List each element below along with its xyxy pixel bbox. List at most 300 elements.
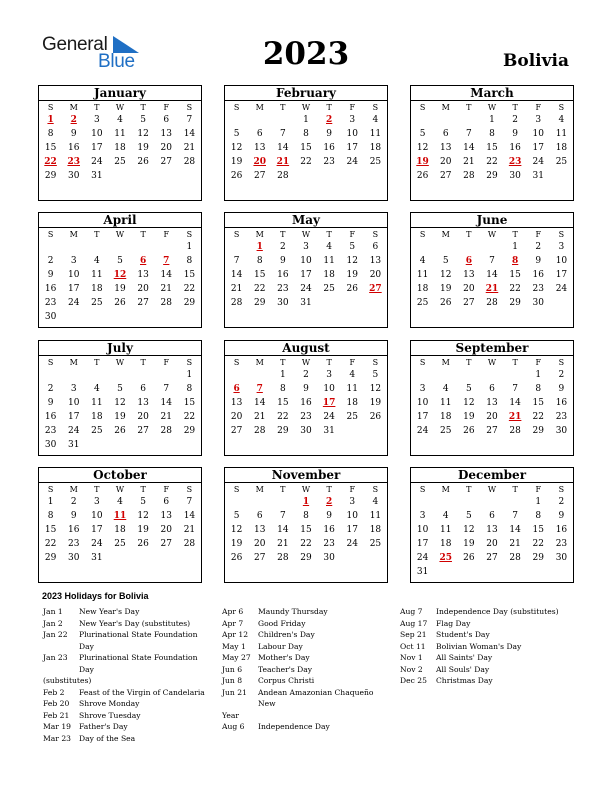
holiday-day-cell: 17 [322, 398, 336, 408]
month-name: July [39, 341, 201, 356]
day-cell: 19 [369, 398, 382, 408]
day-cell: 25 [439, 426, 452, 436]
day-cell: 23 [44, 426, 57, 436]
holiday-name: Teacher's Day [258, 664, 313, 674]
month-table [411, 102, 573, 183]
day-cell: 13 [369, 256, 382, 266]
holiday-date: Nov 2 [400, 664, 423, 674]
holiday-row [43, 698, 213, 710]
week-row [39, 537, 201, 551]
day-cell: 22 [183, 284, 196, 294]
day-cell: 27 [486, 553, 498, 563]
day-cell: 10 [555, 256, 568, 266]
holiday-date: Mar 19 [43, 722, 72, 731]
month-table [225, 229, 387, 310]
holiday-day-cell: 7 [163, 256, 170, 266]
day-cell: 26 [114, 426, 126, 436]
empty-cell [39, 368, 62, 382]
holiday-name: Shrove Tuesday [79, 710, 141, 720]
day-cell: 27 [160, 157, 172, 167]
day-cell: 1 [303, 115, 309, 125]
day-cell: 21 [253, 412, 266, 422]
day-cell: 5 [372, 370, 379, 380]
day-cell: 8 [47, 511, 54, 521]
day-cell: 1 [47, 497, 54, 507]
day-cell: 31 [91, 171, 103, 181]
week-row [411, 551, 573, 565]
day-cell: 9 [326, 511, 332, 521]
week-row [39, 424, 201, 438]
day-cell: 29 [183, 426, 196, 436]
holiday-day-cell: 11 [113, 511, 127, 521]
weekday-header: M [255, 358, 264, 367]
month-september [410, 340, 574, 456]
day-cell: 12 [137, 511, 149, 521]
holiday-day-cell: 7 [256, 384, 263, 394]
day-cell: 20 [486, 412, 498, 422]
month-december [410, 467, 574, 583]
empty-cell [504, 495, 527, 509]
month-name: October [39, 468, 201, 483]
day-cell: 20 [137, 412, 149, 422]
holiday-day-cell: 20 [253, 157, 266, 167]
day-cell: 26 [346, 284, 358, 294]
holiday-name: Good Friday [258, 618, 306, 628]
day-cell: 26 [230, 171, 243, 181]
day-cell: 22 [509, 284, 521, 294]
day-cell: 10 [346, 129, 358, 139]
week-row [39, 382, 201, 396]
day-cell: 4 [93, 384, 100, 394]
day-cell: 29 [183, 298, 196, 308]
day-cell: 30 [323, 553, 335, 563]
holiday-name: Year [222, 710, 240, 720]
empty-cell [480, 240, 503, 254]
day-cell: 30 [44, 440, 57, 450]
month-table [225, 357, 387, 438]
empty-cell [225, 113, 248, 127]
month-table [39, 357, 201, 452]
holiday-row [43, 606, 213, 618]
day-cell: 6 [489, 384, 495, 394]
holiday-day-cell: 22 [44, 157, 57, 167]
holiday-name: Maundy Thursday [258, 607, 328, 616]
day-cell: 1 [186, 242, 193, 252]
week-row [225, 523, 387, 537]
weekday-header: S [186, 485, 193, 494]
holiday-name: Plurinational State Foundation Day [79, 653, 198, 674]
week-row [411, 396, 573, 410]
day-cell: 16 [67, 525, 80, 535]
holiday-row [43, 675, 213, 687]
day-cell: 19 [137, 525, 149, 535]
holiday-row [222, 675, 392, 687]
holiday-row [222, 629, 392, 641]
weekday-header: W [487, 230, 497, 239]
day-cell: 24 [555, 284, 568, 294]
day-cell: 3 [70, 384, 77, 394]
day-cell: 4 [442, 511, 449, 521]
weekday-header: W [487, 358, 497, 367]
week-row [225, 382, 387, 396]
month-july [38, 340, 202, 456]
day-cell: 10 [346, 511, 358, 521]
empty-cell [411, 495, 434, 509]
day-cell: 14 [509, 525, 521, 535]
weekday-header: T [466, 230, 472, 239]
holiday-date: Apr 12 [222, 630, 249, 639]
holiday-date: Sep 21 [400, 630, 427, 639]
empty-cell [457, 368, 480, 382]
holiday-date: Feb 20 [43, 699, 70, 708]
day-cell: 17 [555, 270, 568, 280]
day-cell: 17 [532, 143, 544, 153]
day-cell: 10 [91, 511, 103, 521]
day-cell: 4 [442, 384, 449, 394]
empty-cell [504, 368, 527, 382]
day-cell: 13 [253, 143, 266, 153]
day-cell: 30 [509, 171, 521, 181]
day-cell: 13 [439, 143, 452, 153]
weekday-header: F [163, 485, 170, 494]
day-cell: 15 [44, 143, 57, 153]
day-cell: 9 [47, 270, 54, 280]
day-cell: 31 [67, 440, 80, 450]
day-cell: 10 [532, 129, 544, 139]
weekday-header-row [225, 357, 387, 368]
holiday-row [222, 641, 392, 653]
week-row [411, 141, 573, 155]
day-cell: 6 [489, 511, 495, 521]
weekday-header: M [441, 485, 450, 494]
day-cell: 24 [532, 157, 544, 167]
holiday-date: Feb 2 [43, 687, 65, 697]
weekday-header: S [47, 230, 54, 239]
day-cell: 25 [91, 298, 103, 308]
day-cell: 30 [67, 553, 80, 563]
holiday-row [400, 641, 572, 653]
week-row [411, 127, 573, 141]
day-cell: 4 [419, 256, 426, 266]
holidays-title: 2023 Holidays for Bolivia [42, 591, 149, 601]
day-cell: 11 [323, 256, 335, 266]
day-cell: 31 [416, 567, 429, 577]
day-cell: 5 [117, 384, 123, 394]
day-cell: 24 [67, 298, 80, 308]
day-cell: 24 [346, 157, 358, 167]
week-row [225, 254, 387, 268]
day-cell: 23 [555, 539, 568, 549]
month-table [411, 229, 573, 310]
day-cell: 12 [463, 398, 475, 408]
day-cell: 22 [300, 157, 312, 167]
day-cell: 27 [463, 298, 475, 308]
day-cell: 14 [230, 270, 243, 280]
day-cell: 4 [93, 256, 100, 266]
day-cell: 7 [279, 511, 286, 521]
holiday-name: All Saints' Day [436, 653, 493, 662]
day-cell: 15 [532, 398, 544, 408]
day-cell: 19 [230, 157, 243, 167]
day-cell: 29 [44, 553, 57, 563]
month-table [225, 484, 387, 565]
day-cell: 13 [230, 398, 243, 408]
month-february [224, 85, 388, 201]
empty-cell [108, 240, 131, 254]
day-cell: 9 [512, 129, 518, 139]
month-table [39, 102, 201, 183]
empty-cell [434, 113, 457, 127]
day-cell: 9 [70, 511, 77, 521]
day-cell: 6 [256, 511, 263, 521]
holiday-date: May 1 [222, 641, 246, 651]
day-cell: 30 [555, 426, 568, 436]
weekday-header-row [39, 357, 201, 368]
holiday-date: Jun 6 [222, 664, 243, 674]
day-cell: 11 [439, 398, 452, 408]
empty-cell [411, 113, 434, 127]
day-cell: 7 [465, 129, 472, 139]
day-cell: 9 [47, 398, 54, 408]
day-cell: 16 [323, 143, 335, 153]
day-cell: 20 [369, 270, 382, 280]
day-cell: 23 [44, 298, 57, 308]
weekday-header: M [255, 103, 264, 112]
day-cell: 21 [509, 539, 521, 549]
day-cell: 13 [160, 129, 172, 139]
day-cell: 31 [300, 298, 312, 308]
week-row [225, 396, 387, 410]
holiday-date: Aug 6 [222, 722, 245, 731]
day-cell: 26 [416, 171, 429, 181]
day-cell: 8 [303, 511, 309, 521]
day-cell: 11 [91, 270, 103, 280]
holiday-date: Apr 7 [222, 618, 244, 628]
week-row [225, 495, 387, 509]
day-cell: 6 [442, 129, 449, 139]
day-cell: 26 [137, 539, 149, 549]
day-cell: 19 [463, 412, 475, 422]
day-cell: 15 [277, 398, 289, 408]
week-row [411, 268, 573, 282]
day-cell: 25 [555, 157, 568, 167]
week-row [225, 127, 387, 141]
day-cell: 10 [67, 270, 80, 280]
day-cell: 14 [160, 398, 172, 408]
day-cell: 15 [532, 525, 544, 535]
day-cell: 1 [535, 497, 542, 507]
holiday-row [43, 721, 213, 733]
week-row [411, 495, 573, 509]
day-cell: 12 [230, 525, 243, 535]
day-cell: 6 [372, 242, 379, 252]
day-cell: 18 [369, 525, 382, 535]
day-cell: 2 [47, 256, 54, 266]
day-cell: 26 [114, 298, 126, 308]
day-cell: 18 [439, 539, 452, 549]
day-cell: 1 [279, 370, 286, 380]
week-row [39, 310, 201, 324]
day-cell: 11 [114, 129, 126, 139]
weekday-header: T [94, 103, 100, 112]
day-cell: 20 [160, 525, 172, 535]
day-cell: 15 [44, 525, 57, 535]
holiday-name: Independence Day (substitutes) [436, 607, 559, 616]
day-cell: 9 [279, 256, 286, 266]
day-cell: 29 [300, 553, 312, 563]
day-cell: 22 [300, 539, 312, 549]
day-cell: 3 [419, 384, 426, 394]
day-cell: 28 [183, 157, 196, 167]
day-cell: 4 [372, 115, 379, 125]
weekday-header: W [301, 230, 311, 239]
week-row [39, 410, 201, 424]
holiday-row [222, 652, 392, 664]
day-cell: 28 [277, 171, 289, 181]
day-cell: 22 [253, 284, 266, 294]
holiday-day-cell: 1 [302, 497, 310, 507]
month-october [38, 467, 202, 583]
day-cell: 9 [558, 384, 565, 394]
day-cell: 12 [114, 398, 126, 408]
weekday-header: T [326, 485, 332, 494]
weekday-header: S [47, 103, 54, 112]
month-may [224, 212, 388, 328]
weekday-header-row [39, 229, 201, 240]
holiday-day-cell: 21 [276, 157, 290, 167]
week-row [225, 141, 387, 155]
weekday-header: F [163, 230, 170, 239]
day-cell: 27 [137, 298, 149, 308]
day-cell: 27 [253, 171, 266, 181]
day-cell: 13 [463, 270, 475, 280]
weekday-header: T [512, 358, 518, 367]
weekday-header: T [280, 230, 286, 239]
week-row [39, 127, 201, 141]
empty-cell [457, 495, 480, 509]
day-cell: 20 [160, 143, 172, 153]
day-cell: 5 [419, 129, 426, 139]
month-name: February [225, 86, 387, 101]
day-cell: 9 [535, 256, 542, 266]
day-cell: 10 [416, 398, 429, 408]
day-cell: 3 [93, 115, 100, 125]
day-cell: 8 [186, 384, 193, 394]
week-row [225, 113, 387, 127]
day-cell: 10 [416, 525, 429, 535]
day-cell: 3 [419, 511, 426, 521]
holiday-name: Corpus Christi [258, 676, 315, 685]
day-cell: 20 [230, 412, 243, 422]
day-cell: 14 [160, 270, 172, 280]
day-cell: 4 [558, 115, 565, 125]
weekday-header: M [69, 103, 78, 112]
weekday-header: S [558, 230, 565, 239]
holiday-name: Mother's Day [258, 653, 310, 662]
holiday-name: (substitutes) [43, 676, 92, 685]
day-cell: 11 [346, 384, 358, 394]
day-cell: 21 [183, 143, 196, 153]
holiday-date: Feb 21 [43, 710, 70, 720]
day-cell: 24 [67, 426, 80, 436]
week-row [225, 537, 387, 551]
empty-cell [85, 368, 108, 382]
holiday-name: Labour Day [258, 641, 303, 651]
week-row [39, 296, 201, 310]
holiday-row [222, 606, 392, 618]
month-name: May [225, 213, 387, 228]
week-row [39, 495, 201, 509]
holiday-name: New Year's Day [79, 607, 140, 616]
week-row [411, 424, 573, 438]
holiday-name: Plurinational State Foundation Day [79, 630, 198, 651]
day-cell: 2 [558, 370, 565, 380]
week-row [411, 368, 573, 382]
weekday-header: S [419, 103, 426, 112]
empty-cell [108, 368, 131, 382]
day-cell: 19 [114, 412, 126, 422]
week-row [411, 169, 573, 183]
weekday-header: F [163, 358, 170, 367]
day-cell: 15 [183, 398, 196, 408]
month-name: August [225, 341, 387, 356]
day-cell: 8 [489, 129, 495, 139]
day-cell: 2 [512, 115, 518, 125]
weekday-header: T [94, 485, 100, 494]
day-cell: 29 [509, 298, 521, 308]
day-cell: 8 [47, 129, 54, 139]
day-cell: 27 [439, 171, 452, 181]
weekday-header: S [47, 358, 54, 367]
holiday-name: Christmas Day [436, 676, 493, 685]
week-row [411, 410, 573, 424]
day-cell: 4 [117, 115, 123, 125]
day-cell: 28 [160, 298, 172, 308]
calendar-year: 2023 [262, 36, 350, 72]
holiday-row [222, 618, 392, 630]
holiday-day-cell: 8 [512, 256, 519, 266]
weekday-header: M [441, 230, 450, 239]
weekday-header: F [535, 103, 542, 112]
week-row [225, 296, 387, 310]
day-cell: 2 [535, 242, 542, 252]
day-cell: 10 [300, 256, 312, 266]
holiday-column [400, 606, 572, 687]
day-cell: 3 [326, 370, 332, 380]
day-cell: 17 [416, 412, 429, 422]
day-cell: 29 [532, 426, 544, 436]
day-cell: 23 [67, 539, 80, 549]
week-row [411, 240, 573, 254]
holiday-column [222, 606, 392, 733]
holiday-day-cell: 27 [369, 284, 382, 294]
weekday-header-row [225, 229, 387, 240]
day-cell: 12 [439, 270, 452, 280]
weekday-header: W [301, 485, 311, 494]
holiday-row [43, 687, 213, 699]
weekday-header: M [255, 485, 264, 494]
week-row [39, 254, 201, 268]
day-cell: 22 [532, 412, 544, 422]
day-cell: 3 [93, 497, 100, 507]
day-cell: 17 [346, 143, 358, 153]
day-cell: 27 [137, 426, 149, 436]
day-cell: 14 [463, 143, 475, 153]
day-cell: 16 [277, 270, 289, 280]
day-cell: 17 [67, 412, 80, 422]
day-cell: 1 [535, 370, 542, 380]
day-cell: 6 [163, 497, 170, 507]
